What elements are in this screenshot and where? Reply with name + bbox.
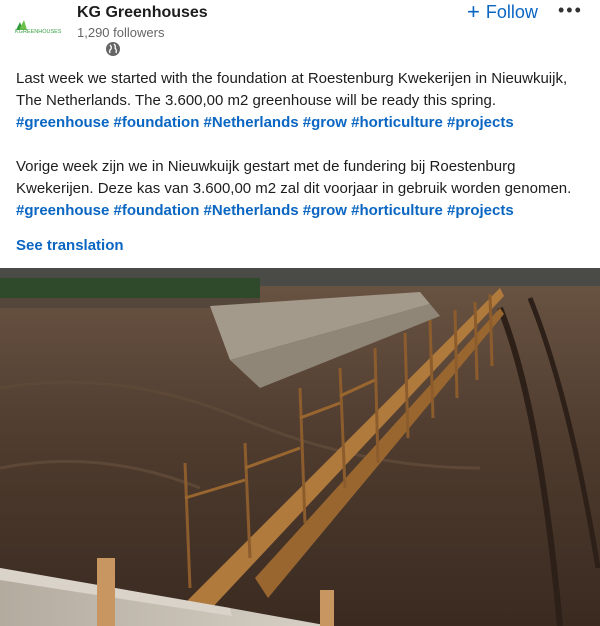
hashtag-foundation[interactable]: #foundation (113, 202, 200, 219)
hashtag-netherlands[interactable]: #Netherlands (203, 202, 299, 219)
post-body (16, 68, 588, 222)
more-options-button[interactable]: ••• (558, 0, 583, 20)
hashtag-greenhouse[interactable]: #greenhouse (16, 114, 110, 131)
hashtag-netherlands[interactable]: #Netherlands (203, 114, 299, 131)
follow-button[interactable] (467, 0, 538, 24)
follower-count: 1,290 followers (77, 25, 165, 40)
post-text-english: Last week we started with the foundation at Roestenburg Kwekerijen in Nieuwkuijk, The Netherlands. The 3.600,00 m2 greenhouse will be ready this spring. (16, 70, 568, 109)
plus-icon: + (467, 0, 480, 24)
hashtag-grow[interactable]: #grow (302, 114, 347, 131)
hashtag-projects[interactable]: #projects (446, 202, 514, 219)
hashtag-horticulture[interactable]: #horticulture (351, 114, 443, 131)
post-text-dutch: Vorige week zijn we in Nieuwkuijk gestart met de fundering bij Roestenburg Kwekerijen. Deze kas van 3.600,00 m2 zal dit voorjaar in gebruik worden genomen. (16, 158, 572, 197)
hashtag-horticulture[interactable]: #horticulture (351, 202, 443, 219)
post-paragraph-dutch (16, 156, 588, 222)
hashtag-list (16, 114, 514, 131)
follow-label: Follow (485, 1, 538, 22)
hashtag-list (16, 202, 514, 219)
hashtag-foundation[interactable]: #foundation (113, 114, 200, 131)
hashtag-grow[interactable]: #grow (302, 202, 347, 219)
post-header (0, 0, 600, 62)
post-paragraph-english (16, 68, 588, 134)
logo-text: KGREENHOUSES (15, 29, 62, 35)
post-image[interactable] (0, 268, 600, 626)
hashtag-projects[interactable]: #projects (446, 114, 514, 131)
see-translation-link[interactable]: See translation (16, 237, 124, 254)
hashtag-greenhouse[interactable]: #greenhouse (16, 202, 110, 219)
company-name[interactable]: KG Greenhouses (77, 4, 208, 21)
company-logo[interactable] (14, 18, 70, 38)
globe-icon (105, 41, 121, 57)
